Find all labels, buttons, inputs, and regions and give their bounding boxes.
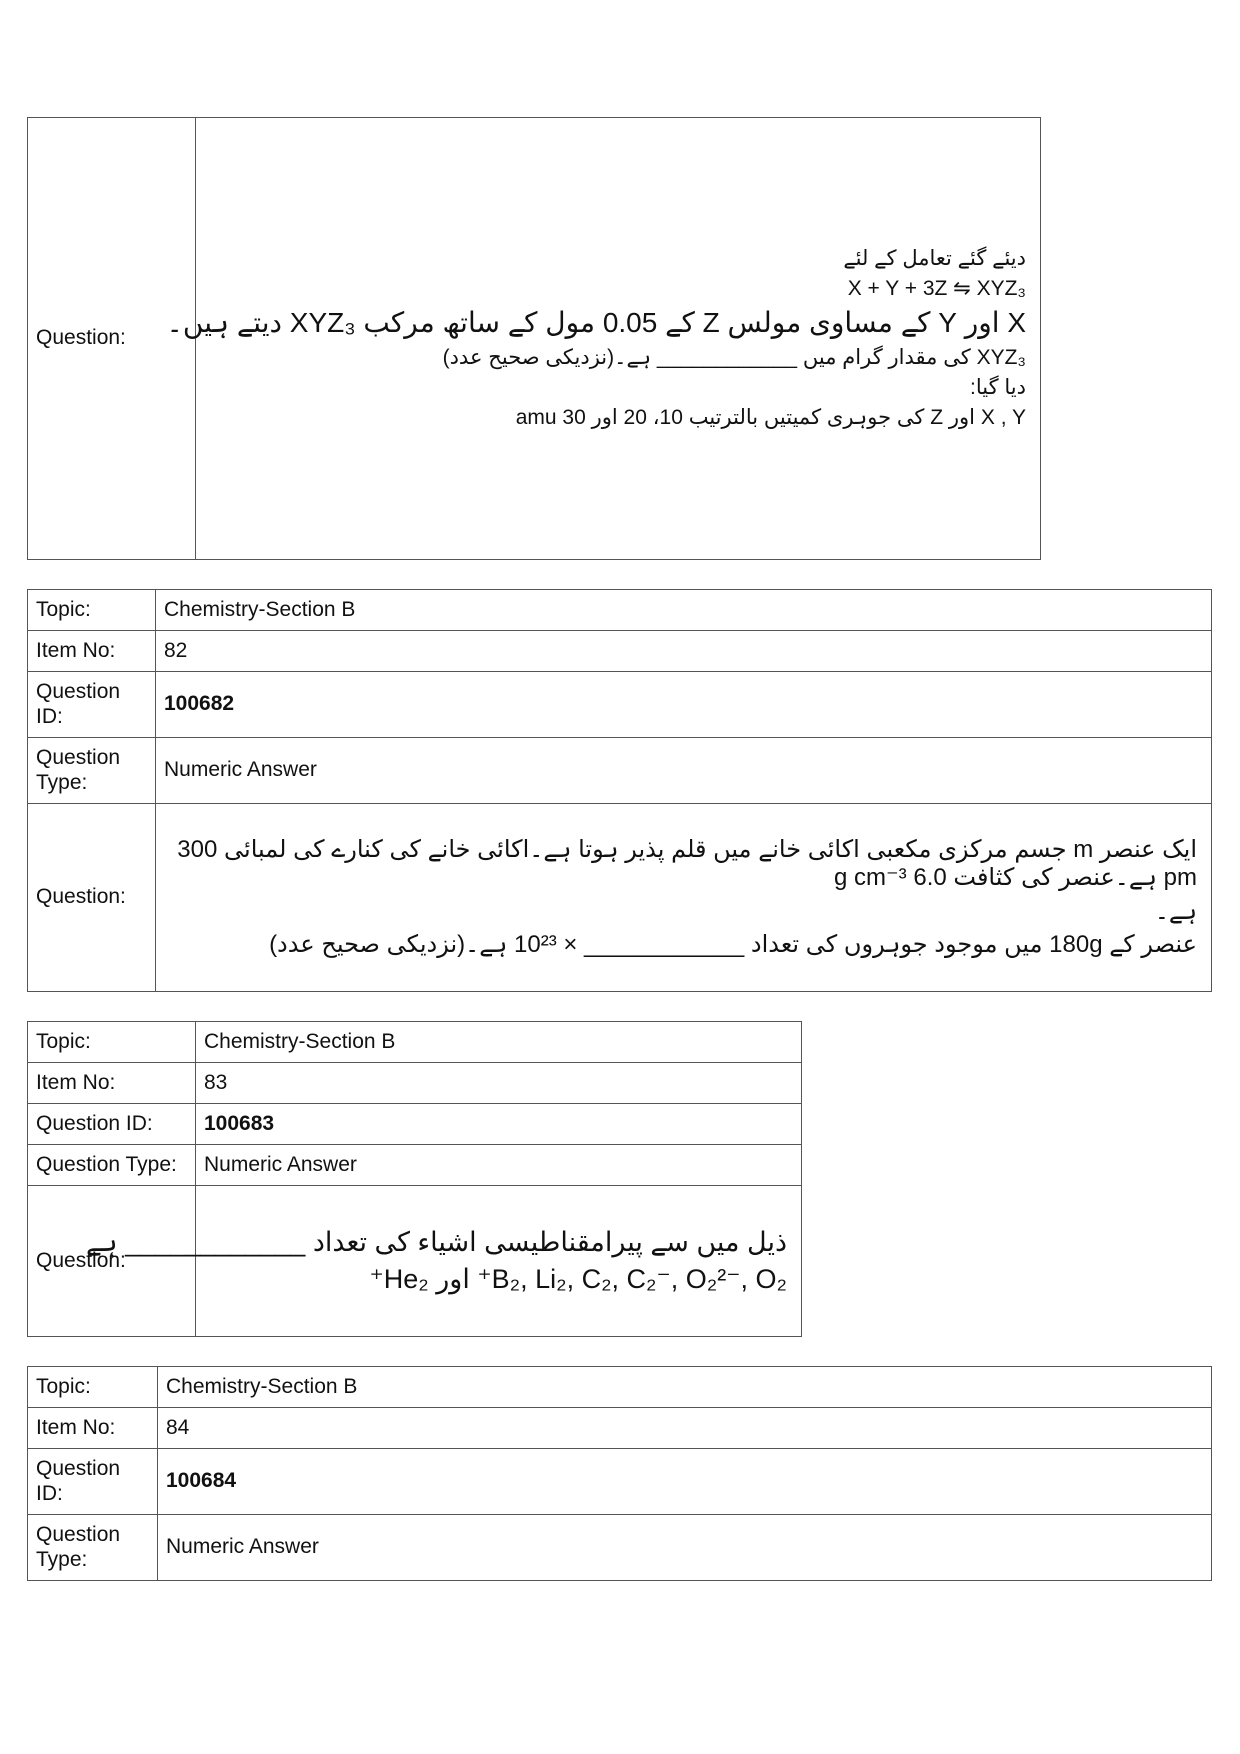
item-no-value: 84 (158, 1408, 1212, 1449)
question-id-label: Question ID: (28, 672, 156, 738)
question-line: عنصر کے 180g میں موجود جوہروں کی تعداد ____________ × 10²³ ہے۔(نزدیکی صحیح عدد) (269, 931, 1197, 959)
question-label: Question: (28, 1186, 196, 1337)
question-label: Question: (28, 804, 156, 992)
question-line: ایک عنصر m جسم مرکزی مکعبی اکائی خانے میں قلم پذیر ہوتا ہے۔اکائی خانے کی کنارے کی لمبائی 300 pm ہے۔عنصر کی کثافت 6.0 g cm⁻³ (177, 836, 1197, 891)
topic-value: Chemistry-Section B (156, 590, 1212, 631)
question-type-value: Numeric Answer (158, 1515, 1212, 1581)
question-type-label: Question Type: (28, 1515, 158, 1581)
topic-label: Topic: (28, 1367, 158, 1408)
question-type-label: Question Type: (28, 738, 156, 804)
question-line: دیئے گئے تعامل کے لئے (843, 247, 1026, 271)
question-id-label: Question ID: (28, 1449, 158, 1515)
question-id-value: 100683 (196, 1104, 802, 1145)
reaction-equation: X + Y + 3Z ⇋ XYZ₃ (847, 277, 1026, 301)
item-no-label: Item No: (28, 1408, 158, 1449)
question-line: ذیل میں سے پیرامقناطیسی اشیاء کی تعداد ____________ ہے (85, 1226, 787, 1257)
topic-label: Topic: (28, 590, 156, 631)
question-text (85, 1186, 802, 1337)
item-no-value: 82 (156, 631, 1212, 672)
question-type-label: Question Type: (28, 1145, 196, 1186)
question-text (156, 804, 1212, 992)
question-line: ہے۔ (1154, 897, 1197, 925)
question-82-table (27, 589, 1212, 992)
topic-value: Chemistry-Section B (158, 1367, 1212, 1408)
topic-label: Topic: (28, 1022, 196, 1063)
topic-value: Chemistry-Section B (196, 1022, 802, 1063)
item-no-label: Item No: (28, 1063, 196, 1104)
question-id-value: 100684 (158, 1449, 1212, 1515)
question-line: دیا گیا: (970, 375, 1026, 399)
molecule-list: B₂, Li₂, C₂, C₂⁻, O₂²⁻, O₂⁺ اور He₂⁺ (369, 1264, 787, 1294)
question-label: Question: (28, 118, 196, 560)
question-id-value: 100682 (156, 672, 1212, 738)
question-type-value: Numeric Answer (196, 1145, 802, 1186)
question-id-label: Question ID: (28, 1104, 196, 1145)
question-type-value: Numeric Answer (156, 738, 1212, 804)
question-line: X , Y اور Z کی جوہری کمیتیں بالترتیب 10، 20 اور 30 amu (515, 405, 1026, 429)
question-line: X اور Y کے مساوی مولس Z کے 0.05 مول کے ساتھ مرکب XYZ₃ دیتے ہیں۔ (166, 307, 1026, 339)
item-no-value: 83 (196, 1063, 802, 1104)
question-84-table (27, 1366, 1212, 1581)
question-line: XYZ₃ کی مقدار گرام میں ____________ ہے۔(نزدیکی صحیح عدد) (442, 345, 1026, 369)
question-text (166, 118, 1041, 560)
question-83-table (27, 1021, 802, 1337)
item-no-label: Item No: (28, 631, 156, 672)
question-81-table (27, 117, 1041, 560)
